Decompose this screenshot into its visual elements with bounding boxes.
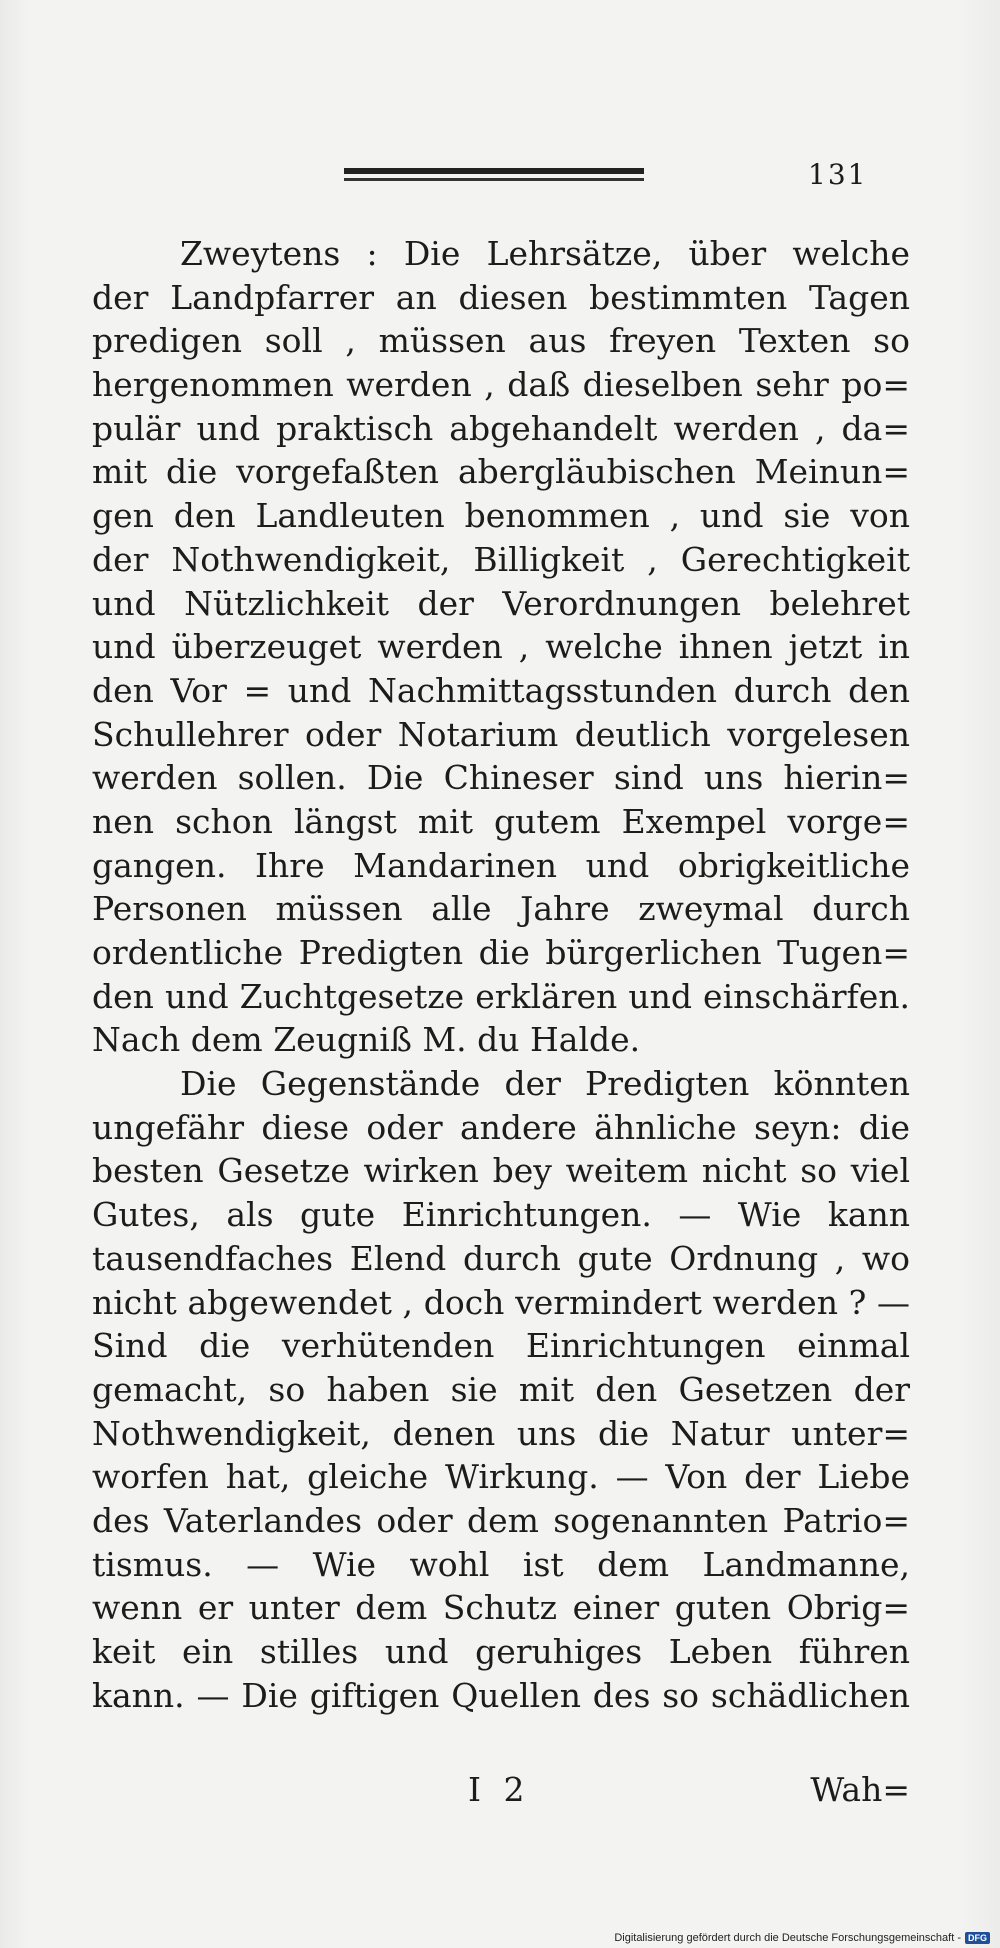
text-line: pulär und praktisch abgehandelt werden , da= bbox=[92, 408, 910, 448]
header-rule-thick-line bbox=[344, 168, 644, 174]
text-line: Sind die verhütenden Einrichtungen einmal bbox=[92, 1326, 910, 1366]
text-line: tausendfaches Elend durch gute Ordnung , wo bbox=[92, 1238, 910, 1278]
text-line: den Vor = und Nachmittagsstunden durch den bbox=[92, 670, 910, 710]
text-line: worfen hat, gleiche Wirkung. — Von der Liebe bbox=[92, 1457, 910, 1497]
text-line: gemacht, so haben sie mit den Gesetzen der bbox=[92, 1369, 910, 1409]
text-line: und überzeuget werden , welche ihnen jetzt in bbox=[92, 627, 910, 667]
text-line: Zweytens : Die Lehrsätze, über welche bbox=[180, 234, 910, 273]
text-line: tismus. — Wie wohl ist dem Landmanne, bbox=[92, 1544, 910, 1584]
text-line: hergenommen werden , daß dieselben sehr po= bbox=[92, 365, 910, 405]
text-line: ordentliche Predigten die bürgerlichen Tugen= bbox=[92, 933, 910, 972]
dfg-logo: DFG bbox=[965, 1932, 990, 1944]
text-line: kann. — Die giftigen Quellen des so schädlichen bbox=[92, 1675, 910, 1715]
text-line: predigen soll , müssen aus freyen Texten so bbox=[92, 321, 910, 361]
text-line: des Vaterlandes oder dem sogenannten Patrio= bbox=[92, 1500, 910, 1540]
digitization-credit-text: Digitalisierung gefördert durch die Deutsche Forschungsgemeinschaft - bbox=[614, 1932, 961, 1944]
text-line: Nach dem Zeugniß M. du Halde. bbox=[92, 1020, 641, 1060]
text-line: besten Gesetze wirken bey weitem nicht so viel bbox=[92, 1151, 910, 1191]
page-number: 131 bbox=[808, 158, 868, 191]
header-rule bbox=[344, 166, 644, 182]
text-line: werden sollen. Die Chineser sind uns hierin= bbox=[92, 758, 910, 798]
text-line: der Landpfarrer an diesen bestimmten Tagen bbox=[92, 277, 910, 317]
body-text bbox=[92, 232, 910, 1717]
text-line: und Nützlichkeit der Verordnungen belehret bbox=[92, 583, 910, 623]
text-line: mit die vorgefaßten abergläubischen Meinun= bbox=[92, 452, 910, 492]
text-line: Schullehrer oder Notarium deutlich vorgelesen bbox=[92, 714, 910, 754]
digitization-credit bbox=[614, 1932, 990, 1944]
text-line: Gutes, als gute Einrichtungen. — Wie kann bbox=[92, 1195, 910, 1235]
text-line: keit ein stilles und geruhiges Leben führen bbox=[92, 1632, 910, 1671]
header-rule-thin-line bbox=[344, 178, 644, 181]
page-footer bbox=[92, 1770, 910, 1814]
text-line: den und Zuchtgesetze erklären und einschärfen. bbox=[92, 976, 910, 1016]
text-line: nicht abgewendet , doch vermindert werden ? — bbox=[92, 1282, 910, 1322]
text-line: gangen. Ihre Mandarinen und obrigkeitliche bbox=[92, 845, 910, 885]
text-line: Nothwendigkeit, denen uns die Natur unter= bbox=[92, 1413, 910, 1453]
text-line: Die Gegenstände der Predigten könnten bbox=[180, 1064, 910, 1104]
text-line: ungefähr diese oder andere ähnliche seyn: die bbox=[92, 1107, 910, 1147]
text-line: gen den Landleuten benommen , und sie von bbox=[92, 496, 910, 536]
text-line: wenn er unter dem Schutz einer guten Obrig= bbox=[92, 1588, 910, 1628]
catchword: Wah= bbox=[810, 1770, 910, 1809]
text-line: nen schon längst mit gutem Exempel vorge= bbox=[92, 801, 910, 841]
text-line: Personen müssen alle Jahre zweymal durch bbox=[92, 889, 910, 929]
text-line: der Nothwendigkeit, Billigkeit , Gerechtigkeit bbox=[92, 539, 910, 579]
signature-mark: I 2 bbox=[468, 1770, 531, 1809]
